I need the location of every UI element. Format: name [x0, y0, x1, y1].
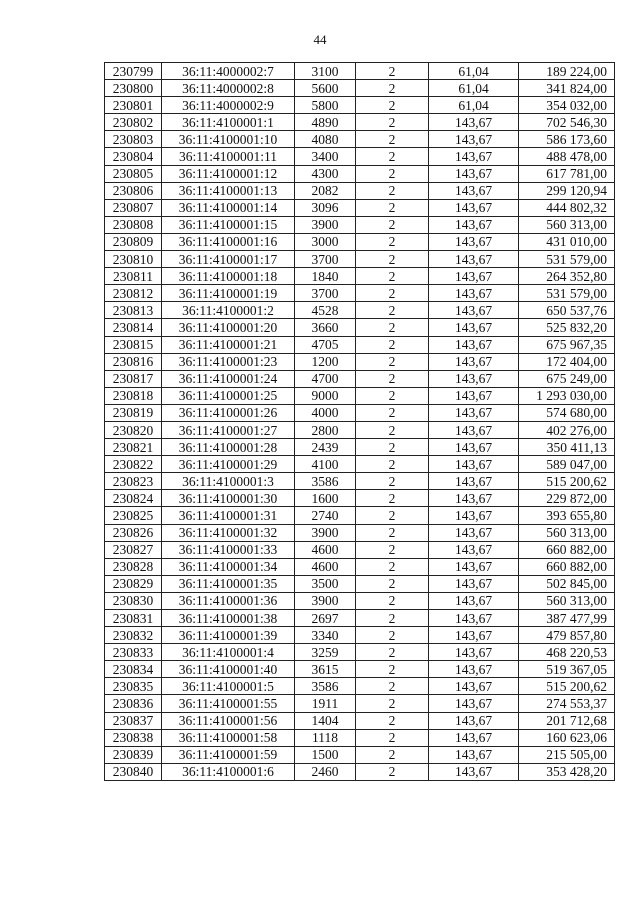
- cadastral-number-cell: 36:11:4100001:17: [162, 251, 295, 268]
- cadastral-number-cell: 36:11:4000002:7: [162, 63, 295, 80]
- area-cell: 1200: [295, 353, 356, 370]
- row-number-cell: 230816: [105, 353, 162, 370]
- area-cell: 2460: [295, 763, 356, 780]
- table-body: [105, 63, 615, 781]
- area-cell: 3340: [295, 627, 356, 644]
- row-number-cell: 230831: [105, 610, 162, 627]
- rate-cell: 143,67: [429, 114, 519, 131]
- rate-cell: 61,04: [429, 80, 519, 97]
- area-cell: 3700: [295, 285, 356, 302]
- category-cell: 2: [356, 456, 429, 473]
- cadastral-number-cell: 36:11:4100001:31: [162, 507, 295, 524]
- cadastral-number-cell: 36:11:4000002:9: [162, 97, 295, 114]
- area-cell: 1600: [295, 490, 356, 507]
- area-cell: 4000: [295, 404, 356, 421]
- category-cell: 2: [356, 131, 429, 148]
- area-cell: 1500: [295, 746, 356, 763]
- table-row: [105, 558, 615, 575]
- category-cell: 2: [356, 182, 429, 199]
- area-cell: 1404: [295, 712, 356, 729]
- table-row: [105, 678, 615, 695]
- value-cell: 341 824,00: [519, 80, 615, 97]
- value-cell: 431 010,00: [519, 233, 615, 250]
- table-row: [105, 285, 615, 302]
- rate-cell: 143,67: [429, 439, 519, 456]
- table-row: [105, 404, 615, 421]
- category-cell: 2: [356, 114, 429, 131]
- cadastral-number-cell: 36:11:4100001:36: [162, 592, 295, 609]
- category-cell: 2: [356, 165, 429, 182]
- cadastral-number-cell: 36:11:4100001:39: [162, 627, 295, 644]
- rate-cell: 143,67: [429, 712, 519, 729]
- value-cell: 574 680,00: [519, 404, 615, 421]
- category-cell: 2: [356, 421, 429, 438]
- area-cell: 3400: [295, 148, 356, 165]
- area-cell: 1911: [295, 695, 356, 712]
- rate-cell: 143,67: [429, 268, 519, 285]
- cadastral-number-cell: 36:11:4100001:21: [162, 336, 295, 353]
- row-number-cell: 230804: [105, 148, 162, 165]
- table-row: [105, 165, 615, 182]
- area-cell: 3615: [295, 661, 356, 678]
- row-number-cell: 230830: [105, 592, 162, 609]
- value-cell: 660 882,00: [519, 558, 615, 575]
- cadastral-number-cell: 36:11:4100001:33: [162, 541, 295, 558]
- rate-cell: 143,67: [429, 216, 519, 233]
- category-cell: 2: [356, 627, 429, 644]
- value-cell: 350 411,13: [519, 439, 615, 456]
- cadastral-number-cell: 36:11:4100001:12: [162, 165, 295, 182]
- cadastral-number-cell: 36:11:4100001:34: [162, 558, 295, 575]
- area-cell: 3000: [295, 233, 356, 250]
- page-number: 44: [313, 32, 327, 47]
- rate-cell: 143,67: [429, 182, 519, 199]
- cadastral-value-table: [104, 62, 615, 781]
- rate-cell: 143,67: [429, 353, 519, 370]
- category-cell: 2: [356, 97, 429, 114]
- table-row: [105, 302, 615, 319]
- category-cell: 2: [356, 644, 429, 661]
- cadastral-number-cell: 36:11:4100001:26: [162, 404, 295, 421]
- row-number-cell: 230833: [105, 644, 162, 661]
- table-row: [105, 575, 615, 592]
- rate-cell: 143,67: [429, 319, 519, 336]
- cadastral-number-cell: 36:11:4100001:28: [162, 439, 295, 456]
- table-row: [105, 336, 615, 353]
- rate-cell: 143,67: [429, 456, 519, 473]
- table-row: [105, 627, 615, 644]
- table-row: [105, 592, 615, 609]
- table-row: [105, 763, 615, 780]
- rate-cell: 143,67: [429, 644, 519, 661]
- category-cell: 2: [356, 763, 429, 780]
- value-cell: 488 478,00: [519, 148, 615, 165]
- value-cell: 519 367,05: [519, 661, 615, 678]
- table-row: [105, 182, 615, 199]
- value-cell: 387 477,99: [519, 610, 615, 627]
- row-number-cell: 230826: [105, 524, 162, 541]
- table-row: [105, 97, 615, 114]
- value-cell: 560 313,00: [519, 592, 615, 609]
- table-row: [105, 712, 615, 729]
- row-number-cell: 230801: [105, 97, 162, 114]
- value-cell: 675 967,35: [519, 336, 615, 353]
- rate-cell: 143,67: [429, 678, 519, 695]
- table-row: [105, 729, 615, 746]
- row-number-cell: 230839: [105, 746, 162, 763]
- area-cell: 4080: [295, 131, 356, 148]
- value-cell: 299 120,94: [519, 182, 615, 199]
- table-row: [105, 456, 615, 473]
- rate-cell: 143,67: [429, 148, 519, 165]
- category-cell: 2: [356, 268, 429, 285]
- area-cell: 1118: [295, 729, 356, 746]
- value-cell: 617 781,00: [519, 165, 615, 182]
- rate-cell: 143,67: [429, 524, 519, 541]
- value-cell: 502 845,00: [519, 575, 615, 592]
- category-cell: 2: [356, 251, 429, 268]
- rate-cell: 143,67: [429, 592, 519, 609]
- cadastral-number-cell: 36:11:4100001:56: [162, 712, 295, 729]
- value-cell: 444 802,32: [519, 199, 615, 216]
- cadastral-number-cell: 36:11:4100001:18: [162, 268, 295, 285]
- table-row: [105, 148, 615, 165]
- category-cell: 2: [356, 661, 429, 678]
- cadastral-number-cell: 36:11:4100001:25: [162, 387, 295, 404]
- rate-cell: 143,67: [429, 627, 519, 644]
- cadastral-number-cell: 36:11:4100001:2: [162, 302, 295, 319]
- area-cell: 5600: [295, 80, 356, 97]
- table-row: [105, 268, 615, 285]
- category-cell: 2: [356, 387, 429, 404]
- rate-cell: 143,67: [429, 661, 519, 678]
- category-cell: 2: [356, 439, 429, 456]
- category-cell: 2: [356, 490, 429, 507]
- row-number-cell: 230840: [105, 763, 162, 780]
- row-number-cell: 230813: [105, 302, 162, 319]
- row-number-cell: 230808: [105, 216, 162, 233]
- category-cell: 2: [356, 80, 429, 97]
- row-number-cell: 230820: [105, 421, 162, 438]
- value-cell: 160 623,06: [519, 729, 615, 746]
- category-cell: 2: [356, 558, 429, 575]
- rate-cell: 61,04: [429, 97, 519, 114]
- category-cell: 2: [356, 302, 429, 319]
- cadastral-number-cell: 36:11:4100001:35: [162, 575, 295, 592]
- category-cell: 2: [356, 370, 429, 387]
- cadastral-number-cell: 36:11:4100001:10: [162, 131, 295, 148]
- row-number-cell: 230807: [105, 199, 162, 216]
- row-number-cell: 230835: [105, 678, 162, 695]
- category-cell: 2: [356, 746, 429, 763]
- rate-cell: 143,67: [429, 575, 519, 592]
- rate-cell: 61,04: [429, 63, 519, 80]
- rate-cell: 143,67: [429, 233, 519, 250]
- value-cell: 650 537,76: [519, 302, 615, 319]
- rate-cell: 143,67: [429, 558, 519, 575]
- rate-cell: 143,67: [429, 285, 519, 302]
- table-row: [105, 199, 615, 216]
- table-row: [105, 507, 615, 524]
- cadastral-number-cell: 36:11:4100001:11: [162, 148, 295, 165]
- value-cell: 515 200,62: [519, 678, 615, 695]
- value-cell: 560 313,00: [519, 216, 615, 233]
- cadastral-number-cell: 36:11:4100001:29: [162, 456, 295, 473]
- area-cell: 3900: [295, 216, 356, 233]
- rate-cell: 143,67: [429, 404, 519, 421]
- row-number-cell: 230838: [105, 729, 162, 746]
- value-cell: 201 712,68: [519, 712, 615, 729]
- table-row: [105, 644, 615, 661]
- value-cell: 531 579,00: [519, 251, 615, 268]
- rate-cell: 143,67: [429, 541, 519, 558]
- value-cell: 531 579,00: [519, 285, 615, 302]
- table-row: [105, 473, 615, 490]
- area-cell: 9000: [295, 387, 356, 404]
- value-cell: 589 047,00: [519, 456, 615, 473]
- cadastral-number-cell: 36:11:4100001:40: [162, 661, 295, 678]
- row-number-cell: 230821: [105, 439, 162, 456]
- rate-cell: 143,67: [429, 507, 519, 524]
- value-cell: 525 832,20: [519, 319, 615, 336]
- value-cell: 702 546,30: [519, 114, 615, 131]
- category-cell: 2: [356, 712, 429, 729]
- category-cell: 2: [356, 695, 429, 712]
- cadastral-number-cell: 36:11:4100001:27: [162, 421, 295, 438]
- table-row: [105, 319, 615, 336]
- area-cell: 2439: [295, 439, 356, 456]
- area-cell: 4300: [295, 165, 356, 182]
- cadastral-number-cell: 36:11:4100001:23: [162, 353, 295, 370]
- row-number-cell: 230812: [105, 285, 162, 302]
- rate-cell: 143,67: [429, 165, 519, 182]
- area-cell: 2082: [295, 182, 356, 199]
- cadastral-number-cell: 36:11:4100001:20: [162, 319, 295, 336]
- cadastral-number-cell: 36:11:4100001:13: [162, 182, 295, 199]
- table-row: [105, 63, 615, 80]
- area-cell: 3096: [295, 199, 356, 216]
- rate-cell: 143,67: [429, 370, 519, 387]
- area-cell: 3586: [295, 678, 356, 695]
- category-cell: 2: [356, 336, 429, 353]
- row-number-cell: 230815: [105, 336, 162, 353]
- cadastral-number-cell: 36:11:4100001:19: [162, 285, 295, 302]
- category-cell: 2: [356, 541, 429, 558]
- rate-cell: 143,67: [429, 387, 519, 404]
- area-cell: 3500: [295, 575, 356, 592]
- value-cell: 172 404,00: [519, 353, 615, 370]
- cadastral-number-cell: 36:11:4100001:14: [162, 199, 295, 216]
- row-number-cell: 230800: [105, 80, 162, 97]
- value-cell: 274 553,37: [519, 695, 615, 712]
- value-cell: 560 313,00: [519, 524, 615, 541]
- cadastral-number-cell: 36:11:4100001:5: [162, 678, 295, 695]
- row-number-cell: 230819: [105, 404, 162, 421]
- row-number-cell: 230822: [105, 456, 162, 473]
- cadastral-number-cell: 36:11:4100001:4: [162, 644, 295, 661]
- cadastral-number-cell: 36:11:4100001:3: [162, 473, 295, 490]
- cadastral-number-cell: 36:11:4100001:16: [162, 233, 295, 250]
- table-row: [105, 746, 615, 763]
- area-cell: 5800: [295, 97, 356, 114]
- area-cell: 3259: [295, 644, 356, 661]
- table-row: [105, 353, 615, 370]
- row-number-cell: 230836: [105, 695, 162, 712]
- value-cell: 468 220,53: [519, 644, 615, 661]
- area-cell: 3900: [295, 524, 356, 541]
- row-number-cell: 230803: [105, 131, 162, 148]
- cadastral-number-cell: 36:11:4100001:55: [162, 695, 295, 712]
- value-cell: 1 293 030,00: [519, 387, 615, 404]
- area-cell: 4600: [295, 558, 356, 575]
- value-cell: 354 032,00: [519, 97, 615, 114]
- table-row: [105, 233, 615, 250]
- area-cell: 3700: [295, 251, 356, 268]
- rate-cell: 143,67: [429, 763, 519, 780]
- value-cell: 353 428,20: [519, 763, 615, 780]
- cadastral-number-cell: 36:11:4100001:38: [162, 610, 295, 627]
- area-cell: 1840: [295, 268, 356, 285]
- row-number-cell: 230811: [105, 268, 162, 285]
- table-row: [105, 387, 615, 404]
- rate-cell: 143,67: [429, 199, 519, 216]
- rate-cell: 143,67: [429, 490, 519, 507]
- row-number-cell: 230829: [105, 575, 162, 592]
- category-cell: 2: [356, 507, 429, 524]
- table-row: [105, 251, 615, 268]
- row-number-cell: 230802: [105, 114, 162, 131]
- rate-cell: 143,67: [429, 302, 519, 319]
- table-row: [105, 541, 615, 558]
- category-cell: 2: [356, 729, 429, 746]
- cadastral-number-cell: 36:11:4100001:24: [162, 370, 295, 387]
- category-cell: 2: [356, 575, 429, 592]
- cadastral-number-cell: 36:11:4100001:15: [162, 216, 295, 233]
- row-number-cell: 230837: [105, 712, 162, 729]
- row-number-cell: 230817: [105, 370, 162, 387]
- category-cell: 2: [356, 404, 429, 421]
- value-cell: 515 200,62: [519, 473, 615, 490]
- table-row: [105, 610, 615, 627]
- table-row: [105, 661, 615, 678]
- rate-cell: 143,67: [429, 610, 519, 627]
- rate-cell: 143,67: [429, 131, 519, 148]
- row-number-cell: 230832: [105, 627, 162, 644]
- value-cell: 189 224,00: [519, 63, 615, 80]
- category-cell: 2: [356, 216, 429, 233]
- category-cell: 2: [356, 285, 429, 302]
- area-cell: 4600: [295, 541, 356, 558]
- category-cell: 2: [356, 199, 429, 216]
- area-cell: 3586: [295, 473, 356, 490]
- category-cell: 2: [356, 353, 429, 370]
- table-row: [105, 114, 615, 131]
- table-row: [105, 370, 615, 387]
- rate-cell: 143,67: [429, 746, 519, 763]
- row-number-cell: 230799: [105, 63, 162, 80]
- table-row: [105, 490, 615, 507]
- area-cell: 4890: [295, 114, 356, 131]
- category-cell: 2: [356, 678, 429, 695]
- value-cell: 264 352,80: [519, 268, 615, 285]
- rate-cell: 143,67: [429, 473, 519, 490]
- row-number-cell: 230834: [105, 661, 162, 678]
- table-row: [105, 695, 615, 712]
- category-cell: 2: [356, 233, 429, 250]
- rate-cell: 143,67: [429, 421, 519, 438]
- rate-cell: 143,67: [429, 695, 519, 712]
- value-cell: 675 249,00: [519, 370, 615, 387]
- value-cell: 215 505,00: [519, 746, 615, 763]
- rate-cell: 143,67: [429, 729, 519, 746]
- row-number-cell: 230805: [105, 165, 162, 182]
- cadastral-number-cell: 36:11:4100001:1: [162, 114, 295, 131]
- area-cell: 4528: [295, 302, 356, 319]
- row-number-cell: 230828: [105, 558, 162, 575]
- value-cell: 586 173,60: [519, 131, 615, 148]
- row-number-cell: 230806: [105, 182, 162, 199]
- table-row: [105, 524, 615, 541]
- rate-cell: 143,67: [429, 336, 519, 353]
- value-cell: 660 882,00: [519, 541, 615, 558]
- row-number-cell: 230825: [105, 507, 162, 524]
- cadastral-number-cell: 36:11:4100001:6: [162, 763, 295, 780]
- category-cell: 2: [356, 610, 429, 627]
- row-number-cell: 230810: [105, 251, 162, 268]
- cadastral-number-cell: 36:11:4000002:8: [162, 80, 295, 97]
- area-cell: 3900: [295, 592, 356, 609]
- table-row: [105, 439, 615, 456]
- category-cell: 2: [356, 63, 429, 80]
- area-cell: 2740: [295, 507, 356, 524]
- rate-cell: 143,67: [429, 251, 519, 268]
- row-number-cell: 230809: [105, 233, 162, 250]
- row-number-cell: 230814: [105, 319, 162, 336]
- category-cell: 2: [356, 524, 429, 541]
- value-cell: 402 276,00: [519, 421, 615, 438]
- table-row: [105, 216, 615, 233]
- area-cell: 4100: [295, 456, 356, 473]
- category-cell: 2: [356, 319, 429, 336]
- cadastral-number-cell: 36:11:4100001:32: [162, 524, 295, 541]
- table-row: [105, 421, 615, 438]
- category-cell: 2: [356, 473, 429, 490]
- row-number-cell: 230818: [105, 387, 162, 404]
- cadastral-number-cell: 36:11:4100001:30: [162, 490, 295, 507]
- value-cell: 393 655,80: [519, 507, 615, 524]
- value-cell: 229 872,00: [519, 490, 615, 507]
- value-cell: 479 857,80: [519, 627, 615, 644]
- cadastral-number-cell: 36:11:4100001:58: [162, 729, 295, 746]
- area-cell: 2800: [295, 421, 356, 438]
- category-cell: 2: [356, 592, 429, 609]
- category-cell: 2: [356, 148, 429, 165]
- area-cell: 3100: [295, 63, 356, 80]
- cadastral-number-cell: 36:11:4100001:59: [162, 746, 295, 763]
- row-number-cell: 230823: [105, 473, 162, 490]
- row-number-cell: 230827: [105, 541, 162, 558]
- table-row: [105, 80, 615, 97]
- area-cell: 4700: [295, 370, 356, 387]
- table-row: [105, 131, 615, 148]
- area-cell: 2697: [295, 610, 356, 627]
- area-cell: 3660: [295, 319, 356, 336]
- row-number-cell: 230824: [105, 490, 162, 507]
- area-cell: 4705: [295, 336, 356, 353]
